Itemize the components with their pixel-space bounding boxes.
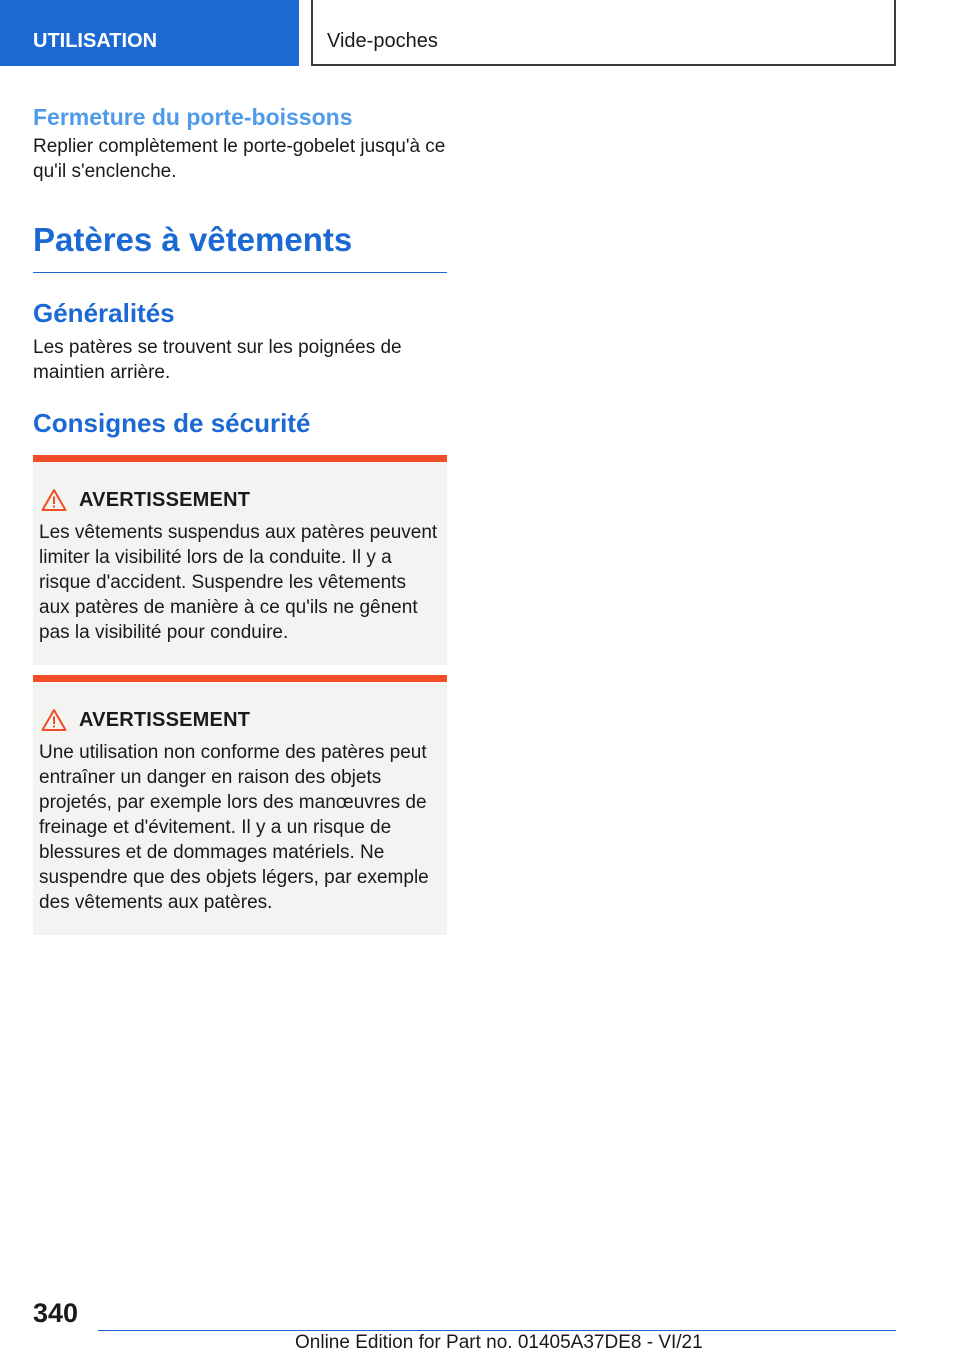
closing-text: Replier complètement le porte-gobelet jusqu'à ce qu'il s'enclenche. [33,136,446,182]
general-text: Les patères se trouvent sur les poignées de maintien arrière. [33,337,402,383]
section-tab: UTILISATION [0,0,299,66]
closing-heading: Fermeture du porte-boissons [33,104,353,130]
warning-text: Les vêtements suspendus aux patères peuvent limiter la visibilité lors de la conduite. Il y a risque d'accident. Suspendre les vêtements aux patères de manière à ce qu'ils ne gênent pas la visibilité pour conduire. [39,522,438,643]
warning-text: Une utilisation non conforme des patères peut entraîner un danger en raison des objets projetés, par exemple lors des manœuvres de freinage et d'évitement. Il y a un risque de blessures et de dommages matériels. Ne suspendre que des objets légers, par exemple des vêtements aux patères. [39,742,429,913]
warning-triangle-icon [41,708,67,732]
safety-heading: Consignes de sécurité [33,408,311,438]
warning-box [33,455,447,665]
warning-header [39,704,441,736]
warning-header [39,484,441,516]
warning-title: AVERTISSEMENT [79,488,251,511]
main-content [33,100,447,935]
warning-triangle-icon [41,488,67,512]
page-header [0,0,960,66]
warning-title: AVERTISSEMENT [79,708,251,731]
chapter-title: Vide-poches [311,0,896,66]
hooks-title: Patères à vêtements [33,214,447,273]
footer-edition: Online Edition for Part no. 01405A37DE8 - VI/21 [295,1332,703,1353]
general-heading: Généralités [33,298,175,328]
page-number: 340 [33,1298,79,1328]
warning-box [33,675,447,935]
footer-divider [98,1330,896,1331]
